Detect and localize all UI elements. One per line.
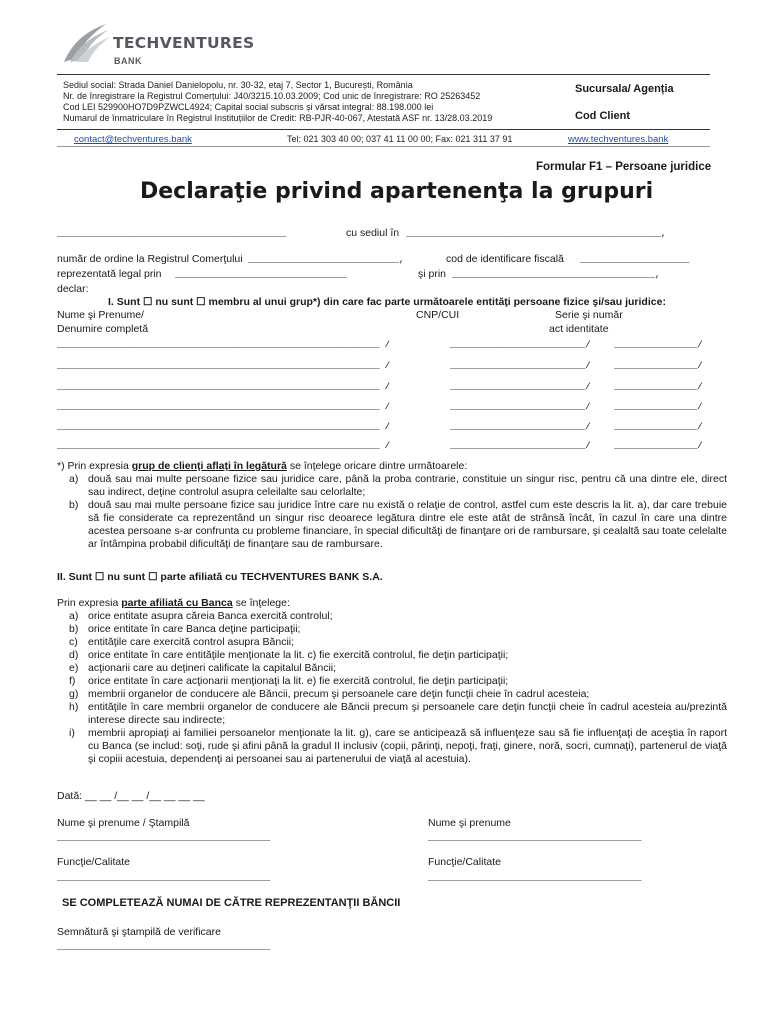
intro-label: număr de ordine la Registrul Comerţului (57, 253, 243, 265)
col-header-cnp: CNP/CUI (416, 309, 460, 321)
list-marker: e) (69, 662, 79, 674)
registered-office-field[interactable]: _________________________________________________, (406, 229, 667, 239)
website-link[interactable]: www.techventures.bank (568, 134, 669, 145)
verification-line[interactable]: _________________________________________ (57, 942, 271, 952)
left-name-label: Nume şi prenume / Ştampilă (57, 817, 190, 829)
footnote-post: se înţelege oricare dintre următoarele: (289, 460, 468, 472)
section2-heading: II. Sunt ☐ nu sunt ☐ parte afiliată cu TECHVENTURES BANK S.A. (57, 571, 383, 583)
list-text: membrii apropiaţi ai familiei persoanelor menţionate la lit. g), care se anticipează să influenţeze sau să fie influenţaţi de aceştia în raport cu Banca (se includ: soţi, rude şi afini până la gradul II inclusiv (copii, părinţi, nepoţi, fraţi, ginere, noră, socri, cumnaţi), partenerul de viaţă şi copiii acestuia, dependenţi ai persoanei sau ai partenerului de viaţă al acestuia). (88, 727, 727, 765)
address-line: Numarul de înmatriculare în Registrul Instituțiilor de Credit: RB-PJR-40-067, Atestată ASF nr. 13/28.03.2019 (63, 113, 493, 123)
brand-name: TECHVENTURES (113, 34, 255, 52)
list-text: orice entitate asupra căreia Banca exercită controlul; (88, 610, 333, 622)
affiliated-term: parte afiliată cu Banca (121, 597, 233, 609)
address-line: Sediul social: Strada Daniel Danielopolu, nr. 30-32, etaj 7, Sector 1, București, România (63, 80, 413, 90)
member-cnp-field[interactable]: __________________________/ (450, 402, 591, 412)
member-name-field[interactable]: ______________________________________________________________ / (57, 402, 390, 412)
intro-label: reprezentată legal prin (57, 268, 162, 280)
footnote-pre: *) Prin expresia (57, 460, 129, 472)
left-name-line[interactable]: _________________________________________ (57, 833, 271, 843)
member-id-field[interactable]: ________________/ (614, 402, 703, 412)
list-text: acţionarii care au deţineri calificate la capitalul Băncii; (88, 662, 337, 674)
form-code: Formular F1 – Persoane juridice (536, 161, 712, 173)
col-header-id: Serie şi număr (555, 309, 623, 321)
list-text: orice entitate în care entităţile menţionate la lit. c) fie exercită controlul, fie deţin participaţii; (88, 649, 509, 661)
verification-label: Semnătură şi ştampilă de verificare (57, 926, 221, 938)
member-cnp-field[interactable]: __________________________/ (450, 361, 591, 371)
col-header-name: Denumire completă (57, 323, 149, 335)
list-text: entităţile în care membrii organelor de conducere ale Băncii precum şi persoanele care deţin funcţii cheie în cadrul acesteia au/prezintă interese directe sau indirecte; (88, 701, 727, 726)
phone-fax: Tel: 021 303 40 00; 037 41 11 00 00; Fax: 021 311 37 91 (287, 134, 513, 144)
date-field[interactable]: Dată: __ __ /__ __ /__ __ __ __ (57, 790, 205, 802)
list-marker: b) (69, 623, 79, 635)
list-item (69, 701, 727, 727)
right-name-label: Nume şi prenume (428, 817, 511, 829)
member-name-field[interactable]: ______________________________________________________________ / (57, 422, 390, 432)
member-id-field[interactable]: ________________/ (614, 361, 703, 371)
list-text: membrii organelor de conducere ale Băncii, precum şi persoanele care deţin funcţii cheie în cadrul acesteia; (88, 688, 590, 700)
brand-sub: BANK (114, 56, 142, 66)
affiliated-list (69, 610, 727, 766)
tax-id-field[interactable]: _____________________ (580, 255, 690, 265)
member-id-field[interactable]: ________________/ (614, 441, 703, 451)
header-bottom-rule (57, 129, 710, 130)
header-top-rule (57, 74, 710, 75)
list-marker: d) (69, 649, 79, 661)
member-name-field[interactable]: ______________________________________________________________ / (57, 361, 390, 371)
intro-label: declar: (57, 283, 89, 295)
list-marker: a) (69, 610, 79, 622)
member-name-field[interactable]: ______________________________________________________________ / (57, 382, 390, 392)
list-item (69, 610, 727, 623)
bank-logo (62, 22, 262, 70)
client-code-label: Cod Client (575, 110, 630, 122)
member-id-field[interactable]: ________________/ (614, 340, 703, 350)
list-item (69, 649, 727, 662)
intro-label: cu sediul în (346, 227, 400, 239)
list-item (69, 499, 727, 551)
company-name-field[interactable]: ____________________________________________ (57, 229, 286, 239)
list-text: orice entitate în care Banca deţine participaţii; (88, 623, 301, 635)
page-title: Declaraţie privind apartenenţa la grupuri (140, 179, 654, 204)
list-item (69, 623, 727, 636)
list-marker: g) (69, 688, 79, 700)
col-header-id: act identitate (549, 323, 609, 335)
affiliated-pre: Prin expresia (57, 597, 119, 609)
footnote-term: grup de clienţi aflaţi în legătură (131, 460, 287, 472)
list-marker: h) (69, 701, 79, 713)
footnote-list (69, 473, 727, 551)
list-text: două sau mai multe persoane fizice sau juridice care, până la proba contrarie, constituie un singur risc, pentru că una dintre ele, direct sau indirect, deţine controlul asupra celeilalte sau celorlalte; (88, 473, 727, 498)
branch-label: Sucursala/ Agenția (575, 83, 674, 95)
affiliated-intro (57, 597, 290, 610)
list-item (69, 688, 727, 701)
member-cnp-field[interactable]: __________________________/ (450, 382, 591, 392)
member-id-field[interactable]: ________________/ (614, 382, 703, 392)
member-name-field[interactable]: ______________________________________________________________ / (57, 340, 390, 350)
list-marker: c) (69, 636, 78, 648)
right-name-line[interactable]: _________________________________________ (428, 833, 642, 843)
trade-register-field[interactable]: _____________________________, (248, 255, 405, 265)
right-func-label: Funcţie/Calitate (428, 856, 501, 868)
list-marker: b) (69, 499, 79, 511)
intro-label: şi prin (418, 268, 447, 280)
legal-rep-field[interactable]: _________________________________ (175, 270, 347, 280)
second-rep-field[interactable]: _______________________________________, (452, 270, 661, 280)
intro-label: cod de identificare fiscală (446, 253, 564, 265)
member-cnp-field[interactable]: __________________________/ (450, 441, 591, 451)
list-item (69, 636, 727, 649)
list-item (69, 675, 727, 688)
right-func-line[interactable]: _________________________________________ (428, 873, 642, 883)
list-item (69, 662, 727, 675)
list-marker: a) (69, 473, 79, 485)
list-marker: i) (69, 727, 75, 739)
list-marker: f) (69, 675, 76, 687)
header-links-rule (57, 146, 710, 147)
list-item (69, 727, 727, 766)
address-line: Cod LEI 529900HO7D9PZWCL4924; Capital social subscris și vărsat integral: 88.198.000 lei (63, 102, 434, 112)
footnote-intro (57, 460, 467, 473)
list-text: două sau mai multe persoane fizice sau juridice între care nu există o relaţie de control, astfel cum este descris la lit. a), dar care trebuie să fie considerate ca reprezentând un singur risc deoarece legătura dintre ele este atât de strânsă încât, în cazul în care una dintre acestea persoane s-ar confrunta cu probleme financiare, în special dificultăţi de finanţare ori de rambursare, şi cealaltă sau toate celelalte ar întâmpina probabil dificultăţi de finanţare sau de rambursare. (88, 499, 727, 550)
address-line: Nr. de înregistrare la Registrul Comerțului: J40/3215.10.03.2009; Cod unic de înregistrare: RO 25263452 (63, 91, 481, 101)
bank-only-heading: SE COMPLETEAZĂ NUMAI DE CĂTRE REPREZENTANŢII BĂNCII (62, 897, 401, 909)
member-name-field[interactable]: ______________________________________________________________ / (57, 441, 390, 451)
col-header-name: Nume şi Prenume/ (57, 309, 144, 321)
left-func-label: Funcţie/Calitate (57, 856, 130, 868)
wing-logo-icon (62, 22, 112, 66)
list-text: orice entitate în care acţionarii menţionaţi la lit. e) fie exercită controlul, fie deţin participaţii; (88, 675, 509, 687)
left-func-line[interactable]: _________________________________________ (57, 873, 271, 883)
member-cnp-field[interactable]: __________________________/ (450, 340, 591, 350)
list-item (69, 473, 727, 499)
member-id-field[interactable]: ________________/ (614, 422, 703, 432)
list-text: entităţile care exercită control asupra Băncii; (88, 636, 295, 648)
affiliated-post: se înţelege: (235, 597, 290, 609)
email-link[interactable]: contact@techventures.bank (74, 134, 192, 145)
section1-heading: I. Sunt ☐ nu sunt ☐ membru al unui grup*) din care fac parte următoarele entităţi persoane fizice şi/sau juridice: (108, 296, 666, 308)
member-cnp-field[interactable]: __________________________/ (450, 422, 591, 432)
